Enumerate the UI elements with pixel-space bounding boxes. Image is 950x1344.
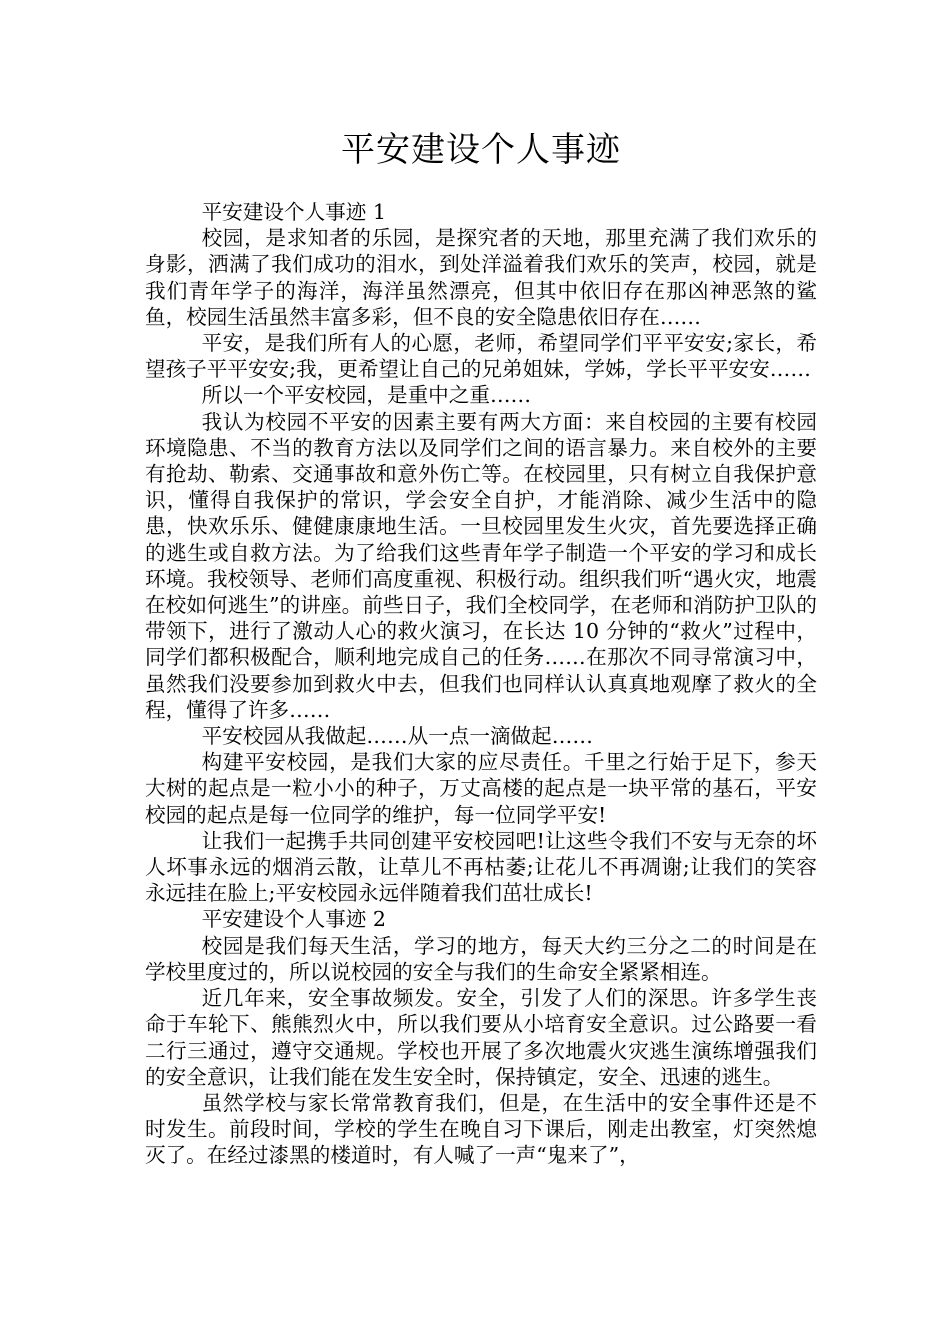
paragraph: 让我们一起携手共同创建平安校园吧!让这些令我们不安与无奈的坏人坏事永远的烟消云散，让草儿不再枯萎;让花儿不再凋谢;让我们的笑容永远挂在脸上;平安校园永远伴随着我们茁壮成长! [145,828,817,906]
paragraph: 校园，是求知者的乐园，是探究者的天地，那里充满了我们欢乐的身影，洒满了我们成功的泪水，到处洋溢着我们欢乐的笑声，校园，就是我们青年学子的海洋，海洋虽然漂亮，但其中依旧存在那凶神恶煞的鲨鱼，校园生活虽然丰富多彩，但不良的安全隐患依旧存在…… [145,226,817,329]
paragraph: 所以一个平安校园，是重中之重…… [201,383,532,408]
document-title: 平安建设个人事迹 [341,130,621,170]
section-heading-2: 平安建设个人事迹 2 [201,907,387,932]
paragraph: 平安，是我们所有人的心愿，老师，希望同学们平平安安;家长，希望孩子平平安安;我，更希望让自己的兄弟姐妹，学姊，学长平平安安…… [145,331,817,382]
paragraph: 构建平安校园，是我们大家的应尽责任。千里之行始于足下，参天大树的起点是一粒小小的种子，万丈高楼的起点是一块平常的基石，平安校园的起点是每一位同学的维护，每一位同学平安! [145,750,817,827]
document-page [145,125,817,1169]
paragraph: 近几年来，安全事故频发。安全，引发了人们的深思。许多学生丧命于车轮下、熊熊烈火中，所以我们要从小培育安全意识。过公路要一看二行三通过，遵守交通规。学校也开展了多次地震火灾逃生演练增强我们的安全意识，让我们能在发生安全时，保持镇定，安全、迅速的逃生。 [145,986,817,1089]
paragraph: 我认为校园不平安的因素主要有两大方面：来自校园的主要有校园环境隐患、不当的教育方法以及同学们之间的语言暴力。来自校外的主要有抢劫、勒索、交通事故和意外伤亡等。在校园里，只有树立自我保护意识，懂得自我保护的常识，学会安全自护，才能消除、减少生活中的隐患，快欢乐乐、健健康康地生活。一旦校园里发生火灾，首先要选择正确的逃生或自救方法。为了给我们这些青年学子制造一个平安的学习和成长环境。我校领导、老师们高度重视、积极行动。组织我们听“遇火灾，地震在校如何逃生”的讲座。前些日子，我们全校同学，在老师和消防护卫队的带领下，进行了激动人心的救火演习，在长达 10 分钟的“救火”过程中，同学们都积极配合，顺利地完成自己的任务……在那次不同寻常演习中，虽然我们没要参加到救火中去，但我们也同样认认真真地观摩了救火的全程，懂得了许多…… [145,409,817,722]
paragraph: 校园是我们每天生活，学习的地方，每天大约三分之二的时间是在学校里度过的，所以说校园的安全与我们的生命安全紧紧相连。 [145,933,817,984]
paragraph: 虽然学校与家长常常教育我们，但是，在生活中的安全事件还是不时发生。前段时间，学校的学生在晚自习下课后，刚走出教室，灯突然熄灭了。在经过漆黑的楼道时，有人喊了一声“鬼来了”， [145,1090,817,1168]
paragraph: 平安校园从我做起……从一点一滴做起…… [201,724,593,749]
section-heading-1: 平安建设个人事迹 1 [201,200,387,224]
